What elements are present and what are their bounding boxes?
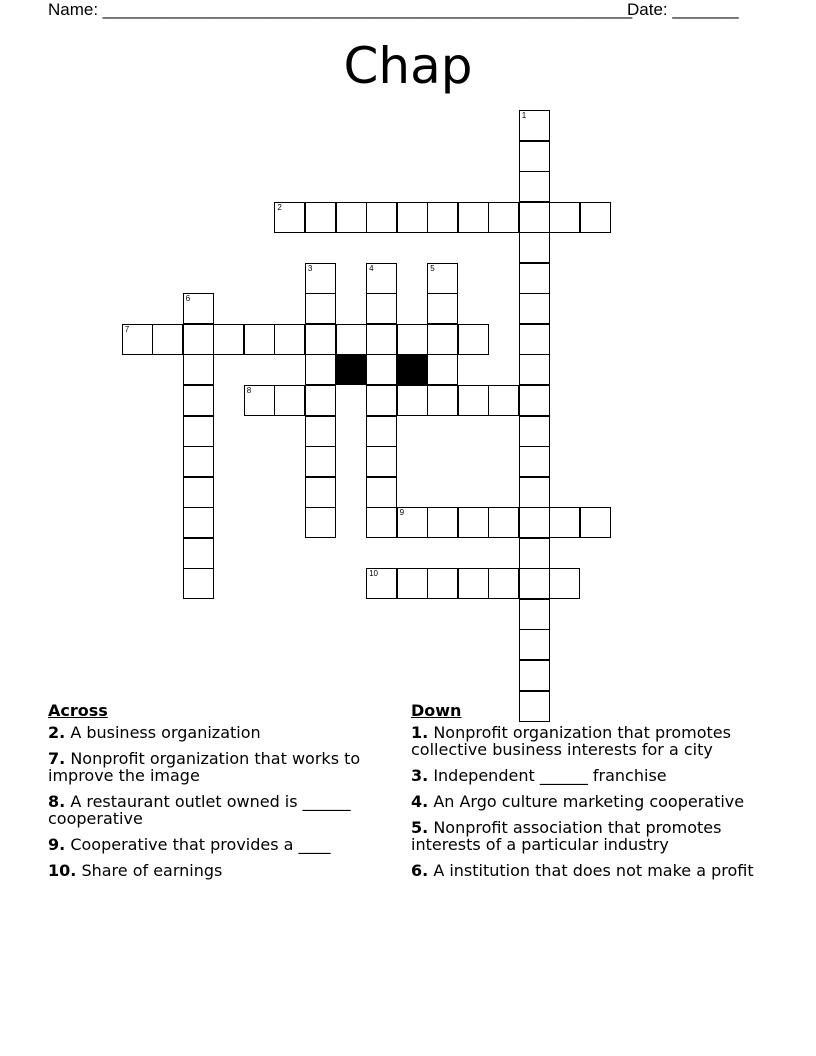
crossword-cell[interactable]	[519, 538, 550, 569]
clue-number: 3.	[411, 766, 429, 785]
cell-number: 10	[369, 569, 378, 579]
down-clue	[411, 819, 776, 853]
crossword-cell[interactable]	[305, 263, 336, 294]
crossword-cell[interactable]	[183, 446, 214, 477]
crossword-cell[interactable]	[549, 507, 580, 538]
crossword-cell[interactable]	[305, 202, 336, 233]
across-clues	[48, 702, 393, 888]
clue-number: 1.	[411, 723, 429, 742]
across-clue	[48, 793, 393, 827]
crossword-cell[interactable]	[458, 202, 489, 233]
down-clue	[411, 793, 776, 810]
crossword-cell[interactable]	[519, 446, 550, 477]
crossword-cell[interactable]	[427, 324, 458, 355]
across-clue	[48, 836, 393, 853]
crossword-cell[interactable]	[519, 110, 550, 141]
crossword-cell[interactable]	[519, 324, 550, 355]
crossword-cell[interactable]	[549, 202, 580, 233]
crossword-cell[interactable]	[366, 568, 397, 599]
clue-number: 2.	[48, 723, 66, 742]
crossword-cell[interactable]	[458, 568, 489, 599]
clue-number: 4.	[411, 792, 429, 811]
crossword-cell[interactable]	[183, 385, 214, 416]
cell-number: 8	[246, 385, 252, 395]
down-clue	[411, 767, 776, 784]
crossword-cell[interactable]	[183, 477, 214, 508]
crossword-cell[interactable]	[183, 507, 214, 538]
black-cell	[336, 354, 367, 385]
crossword-cell[interactable]	[397, 385, 428, 416]
crossword-cell[interactable]	[305, 324, 336, 355]
crossword-cell[interactable]	[519, 232, 550, 263]
crossword-cell[interactable]	[427, 568, 458, 599]
puzzle-title: Chap	[343, 37, 473, 95]
crossword-cell[interactable]	[244, 324, 275, 355]
crossword-cell[interactable]	[366, 354, 397, 385]
clue-number: 7.	[48, 749, 66, 768]
crossword-cell[interactable]	[519, 507, 550, 538]
crossword-cell[interactable]	[519, 171, 550, 202]
crossword-cell[interactable]	[458, 324, 489, 355]
crossword-cell[interactable]	[397, 202, 428, 233]
clue-text: A institution that does not make a profit	[433, 861, 754, 880]
crossword-cell[interactable]	[519, 599, 550, 630]
crossword-cell[interactable]	[549, 568, 580, 599]
crossword-cell[interactable]	[397, 568, 428, 599]
crossword-cell[interactable]	[519, 293, 550, 324]
crossword-cell[interactable]	[427, 354, 458, 385]
across-clue	[48, 724, 393, 741]
clue-number: 8.	[48, 792, 66, 811]
crossword-cell[interactable]	[122, 324, 153, 355]
clue-text: Independent ______ franchise	[433, 766, 667, 785]
down-clue	[411, 862, 776, 879]
crossword-cell[interactable]	[519, 354, 550, 385]
crossword-cell[interactable]	[519, 263, 550, 294]
clue-text: An Argo culture marketing cooperative	[433, 792, 745, 811]
cell-number: 4	[369, 263, 374, 273]
crossword-cell[interactable]	[519, 385, 550, 416]
clue-number: 10.	[48, 861, 77, 880]
crossword-cell[interactable]	[213, 324, 244, 355]
cell-number: 3	[307, 263, 313, 273]
crossword-cell[interactable]	[366, 385, 397, 416]
crossword-cell[interactable]	[458, 507, 489, 538]
clue-text: Nonprofit organization that works to improve the image	[48, 749, 361, 785]
crossword-cell[interactable]	[183, 568, 214, 599]
crossword-cell[interactable]	[366, 202, 397, 233]
crossword-cell[interactable]	[488, 202, 519, 233]
cell-number: 7	[124, 324, 130, 334]
crossword-cell[interactable]	[519, 660, 550, 691]
crossword-cell[interactable]	[152, 324, 183, 355]
crossword-cell[interactable]	[336, 324, 367, 355]
crossword-cell[interactable]	[305, 354, 336, 385]
crossword-cell[interactable]	[488, 507, 519, 538]
down-heading: Down	[411, 701, 462, 720]
clue-number: 5.	[411, 818, 429, 837]
crossword-cell[interactable]	[183, 293, 214, 324]
crossword-cell[interactable]	[274, 202, 305, 233]
crossword-cell[interactable]	[305, 416, 336, 447]
across-heading: Across	[48, 701, 108, 720]
crossword-cell[interactable]	[427, 507, 458, 538]
crossword-cell[interactable]	[183, 416, 214, 447]
cell-number: 2	[277, 202, 282, 212]
crossword-cell[interactable]	[427, 385, 458, 416]
crossword-cell[interactable]	[458, 385, 489, 416]
crossword-cell[interactable]	[366, 416, 397, 447]
across-clue	[48, 862, 393, 879]
crossword-cell[interactable]	[427, 263, 458, 294]
crossword-cell[interactable]	[519, 568, 550, 599]
clue-text: Nonprofit association that promotes interests of a particular industry	[411, 818, 722, 854]
crossword-cell[interactable]	[183, 324, 214, 355]
cell-number: 5	[430, 263, 435, 273]
crossword-cell[interactable]	[427, 293, 458, 324]
clue-number: 9.	[48, 835, 66, 854]
crossword-cell[interactable]	[519, 416, 550, 447]
clue-text: A restaurant outlet owned is ______ cooperative	[48, 792, 351, 828]
crossword-cell[interactable]	[183, 354, 214, 385]
crossword-cell[interactable]	[305, 293, 336, 324]
crossword-cell[interactable]	[488, 568, 519, 599]
crossword-cell[interactable]	[183, 538, 214, 569]
crossword-cell[interactable]	[427, 202, 458, 233]
crossword-cell[interactable]	[519, 202, 550, 233]
crossword-cell[interactable]	[366, 293, 397, 324]
crossword-cell[interactable]	[519, 141, 550, 172]
crossword-cell[interactable]	[305, 385, 336, 416]
down-clue	[411, 724, 776, 758]
crossword-cell[interactable]	[305, 507, 336, 538]
cell-number: 9	[399, 508, 405, 518]
date-field-label: Date: _______	[627, 0, 739, 19]
crossword-cell[interactable]	[336, 202, 367, 233]
crossword-cell[interactable]	[366, 477, 397, 508]
crossword-cell[interactable]	[305, 446, 336, 477]
crossword-cell[interactable]	[488, 385, 519, 416]
crossword-cell[interactable]	[366, 324, 397, 355]
crossword-cell[interactable]	[580, 202, 611, 233]
crossword-cell[interactable]	[366, 263, 397, 294]
cell-number: 6	[185, 294, 191, 304]
black-cell	[397, 354, 428, 385]
name-field-label: Name: ________________________________________________________	[48, 0, 633, 19]
crossword-cell[interactable]	[397, 324, 428, 355]
cell-number: 1	[521, 111, 527, 120]
crossword-cell[interactable]	[274, 385, 305, 416]
crossword-cell[interactable]	[366, 507, 397, 538]
across-clue	[48, 750, 393, 784]
crossword-cell[interactable]	[366, 446, 397, 477]
crossword-cell[interactable]	[397, 507, 428, 538]
clue-text: A business organization	[70, 723, 261, 742]
crossword-cell[interactable]	[519, 629, 550, 660]
clue-text: Nonprofit organization that promotes collective business interests for a city	[411, 723, 731, 759]
clue-number: 6.	[411, 861, 429, 880]
down-clues	[411, 702, 776, 888]
crossword-cell[interactable]	[274, 324, 305, 355]
crossword-cell[interactable]	[580, 507, 611, 538]
crossword-cell[interactable]	[244, 385, 275, 416]
clue-text: Share of earnings	[81, 861, 223, 880]
crossword-cell[interactable]	[519, 477, 550, 508]
clue-text: Cooperative that provides a ____	[70, 835, 331, 854]
crossword-cell[interactable]	[305, 477, 336, 508]
